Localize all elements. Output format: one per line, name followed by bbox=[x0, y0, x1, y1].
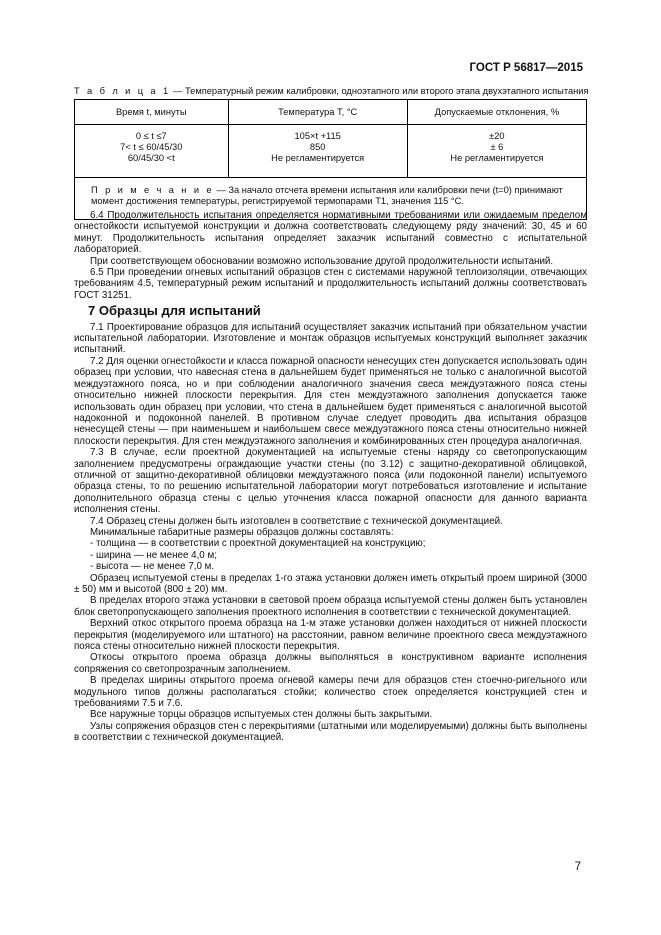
table-caption-text: — Температурный режим калибровки, одноэтапного или второго этапа двухэтапного испытания bbox=[170, 86, 589, 96]
temperature-table bbox=[74, 99, 587, 220]
temperature-cell bbox=[228, 125, 407, 178]
paragraph-7-4c: В пределах второго этажа установки в световой проем образца испытуемой стены должен быть установлен блок светопропускающего заполнения проектного исполнения в соответствии с технической документацией. bbox=[74, 595, 587, 618]
temperature-value: Не регламентируется bbox=[271, 153, 365, 163]
table-caption-label: Т а б л и ц а 1 bbox=[74, 86, 171, 96]
paragraph-6-5: 6.5 При проведении огневых испытаний образцов стен с системами наружной теплоизоляции, отвечающих требованиям 4.5, температурный режим испытаний и продолжительность испытаний должны соответствовать ГОСТ 31251. bbox=[74, 267, 587, 301]
paragraph-7-4: 7.4 Образец стены должен быть изготовлен в соответствие с технической документацией. bbox=[90, 515, 503, 527]
header-deviation: Допускаемые отклонения, % bbox=[407, 100, 586, 125]
time-value: 0 ≤ t ≤7 bbox=[135, 131, 167, 141]
paragraph-7-4e: Откосы открытого проема образца должны выполняться в конструктивном варианте исполнения сопряжения со светопрозрачным заполнением. bbox=[74, 652, 587, 675]
time-cell bbox=[75, 125, 229, 178]
paragraph-7-4h: Узлы сопряжения образцов стен с перекрытиями (штатными или моделируемыми) должны быть выполнены в соответствии с технической документацией. bbox=[74, 720, 587, 744]
paragraph-7-4d: Верхний откос открытого проема образца на 1-м этаже установки должен находиться от нижней плоскости перекрытия (моделируемого или штатного) на расстоянии, равном величине проектного свеса междуэтажного пояса стены относительно нижней плоскости перекрытия. bbox=[74, 618, 587, 653]
deviation-cell bbox=[407, 125, 586, 178]
list-item: - ширина — не менее 4,0 м; bbox=[90, 549, 217, 561]
list-item: - высота — не менее 7,0 м. bbox=[90, 561, 215, 573]
paragraph-7-2: 7.2 Для оценки огнестойкости и класса пожарной опасности ненесущих стен допускается использовать один образец при условии, что навесная стена в дальнейшем будет применяться не только с аналогичной высотой междуэтажного пояса, но и при соблюдении аналогичного значения свеса междуэтажного пояса стены относительно нижней плоскости перекрытия. Для стен междуэтажного заполнения допускается также использовать один образец при условии, что стена в дальнейшем будет применяться с аналогичной высотой надоконной и подоконной панелей. В противном случае следует проводить два испытания образцов ненесущей стены — при наименьшем и наибольшем свесе междуэтажного пояса стены относительно нижней плоскости перекрытия. Для стен междуэтажного заполнения и комбинированных стен процедура аналогичная. bbox=[74, 355, 588, 447]
deviation-value: Не регламентируется bbox=[450, 153, 544, 163]
header-time: Время t, минуты bbox=[75, 100, 229, 125]
paragraph-7-4g: Все наружные торцы образцов испытуемых стен должны быть закрытыми. bbox=[90, 709, 433, 721]
paragraph-7-1: 7.1 Проектирование образцов для испытаний осуществляет заказчик испытаний при обязательном участии испытательной лаборатории. Изготовление и монтаж образцов испытуемых конструкций выполняет заказчик испытаний. bbox=[74, 321, 587, 356]
time-value: 7< t ≤ 60/45/30 bbox=[120, 142, 183, 152]
deviation-value: ±20 bbox=[489, 131, 505, 141]
document-id: ГОСТ Р 56817—2015 bbox=[469, 62, 583, 74]
section-title: 7 Образцы для испытаний bbox=[88, 303, 261, 319]
header-temperature: Температура T, °С bbox=[228, 100, 407, 125]
list-item: - толщина — в соответствии с проектной документацией на конструкцию; bbox=[90, 538, 426, 550]
note-label: П р и м е ч а н и е bbox=[91, 185, 214, 195]
paragraph-7-4b: Образец испытуемой стены в пределах 1-го этажа установки должен иметь открытый проем шириной (3000 ± 50) мм и высотой (800 ± 20) мм. bbox=[74, 572, 587, 595]
temperature-value: 850 bbox=[309, 142, 326, 152]
temperature-value: 105×t +115 bbox=[294, 131, 341, 141]
page-number: 7 bbox=[574, 861, 581, 873]
note-text: — За начало отсчета времени испытания или калибровки печи (t=0) принимают момент достижения температуры, регистрируемой термопарами T1, значения 115 °С. bbox=[91, 185, 563, 206]
table-row bbox=[75, 125, 587, 178]
paragraph-6-4: 6.4 Продолжительность испытания определяется нормативными требованиями или ожидаемым пределом огнестойкости испытуемой конструкции и должна соответствовать следующему ряду значений: 30, 45 и 60 минут. Продолжительность испытания определяет заказчик испытаний совместно с испытательной лабораторией. bbox=[74, 210, 587, 256]
body-text bbox=[74, 210, 587, 744]
paragraph-7-4f: В пределах ширины открытого проема огневой камеры печи для образцов стен стоечно-ригельного или модульного типов должны располагаться стойки; количество стоек определяется конструкцией стен и требованиями 7.5 и 7.6. bbox=[74, 675, 587, 710]
paragraph-7-4a: Минимальные габаритные размеры образцов должны составлять: bbox=[90, 526, 394, 538]
paragraph-7-3: 7.3 В случае, если проектной документацией на испытуемые стены наряду со светопропускающим заполнением предусмотрены ограждающие участки стены (по 3.12) с защитно-декоративной облицовкой, отличной от защитно-декоративной облицовки междуэтажного пояса (или подоконной панели) испытуемого образца стены, то по решению испытательной лаборатории могут потребоваться изготовление и испытание дополнительного образца стены с целью уточнения класса пожарной опасности для данного варианта исполнения стены. bbox=[74, 447, 587, 516]
deviation-value: ± 6 bbox=[490, 142, 504, 152]
table-header-row bbox=[75, 100, 587, 125]
paragraph-6-4b: При соответствующем обосновании возможно использование другой продолжительности испытаний. bbox=[90, 255, 554, 267]
time-value: 60/45/30 <t bbox=[127, 153, 175, 163]
table-caption bbox=[74, 86, 589, 96]
